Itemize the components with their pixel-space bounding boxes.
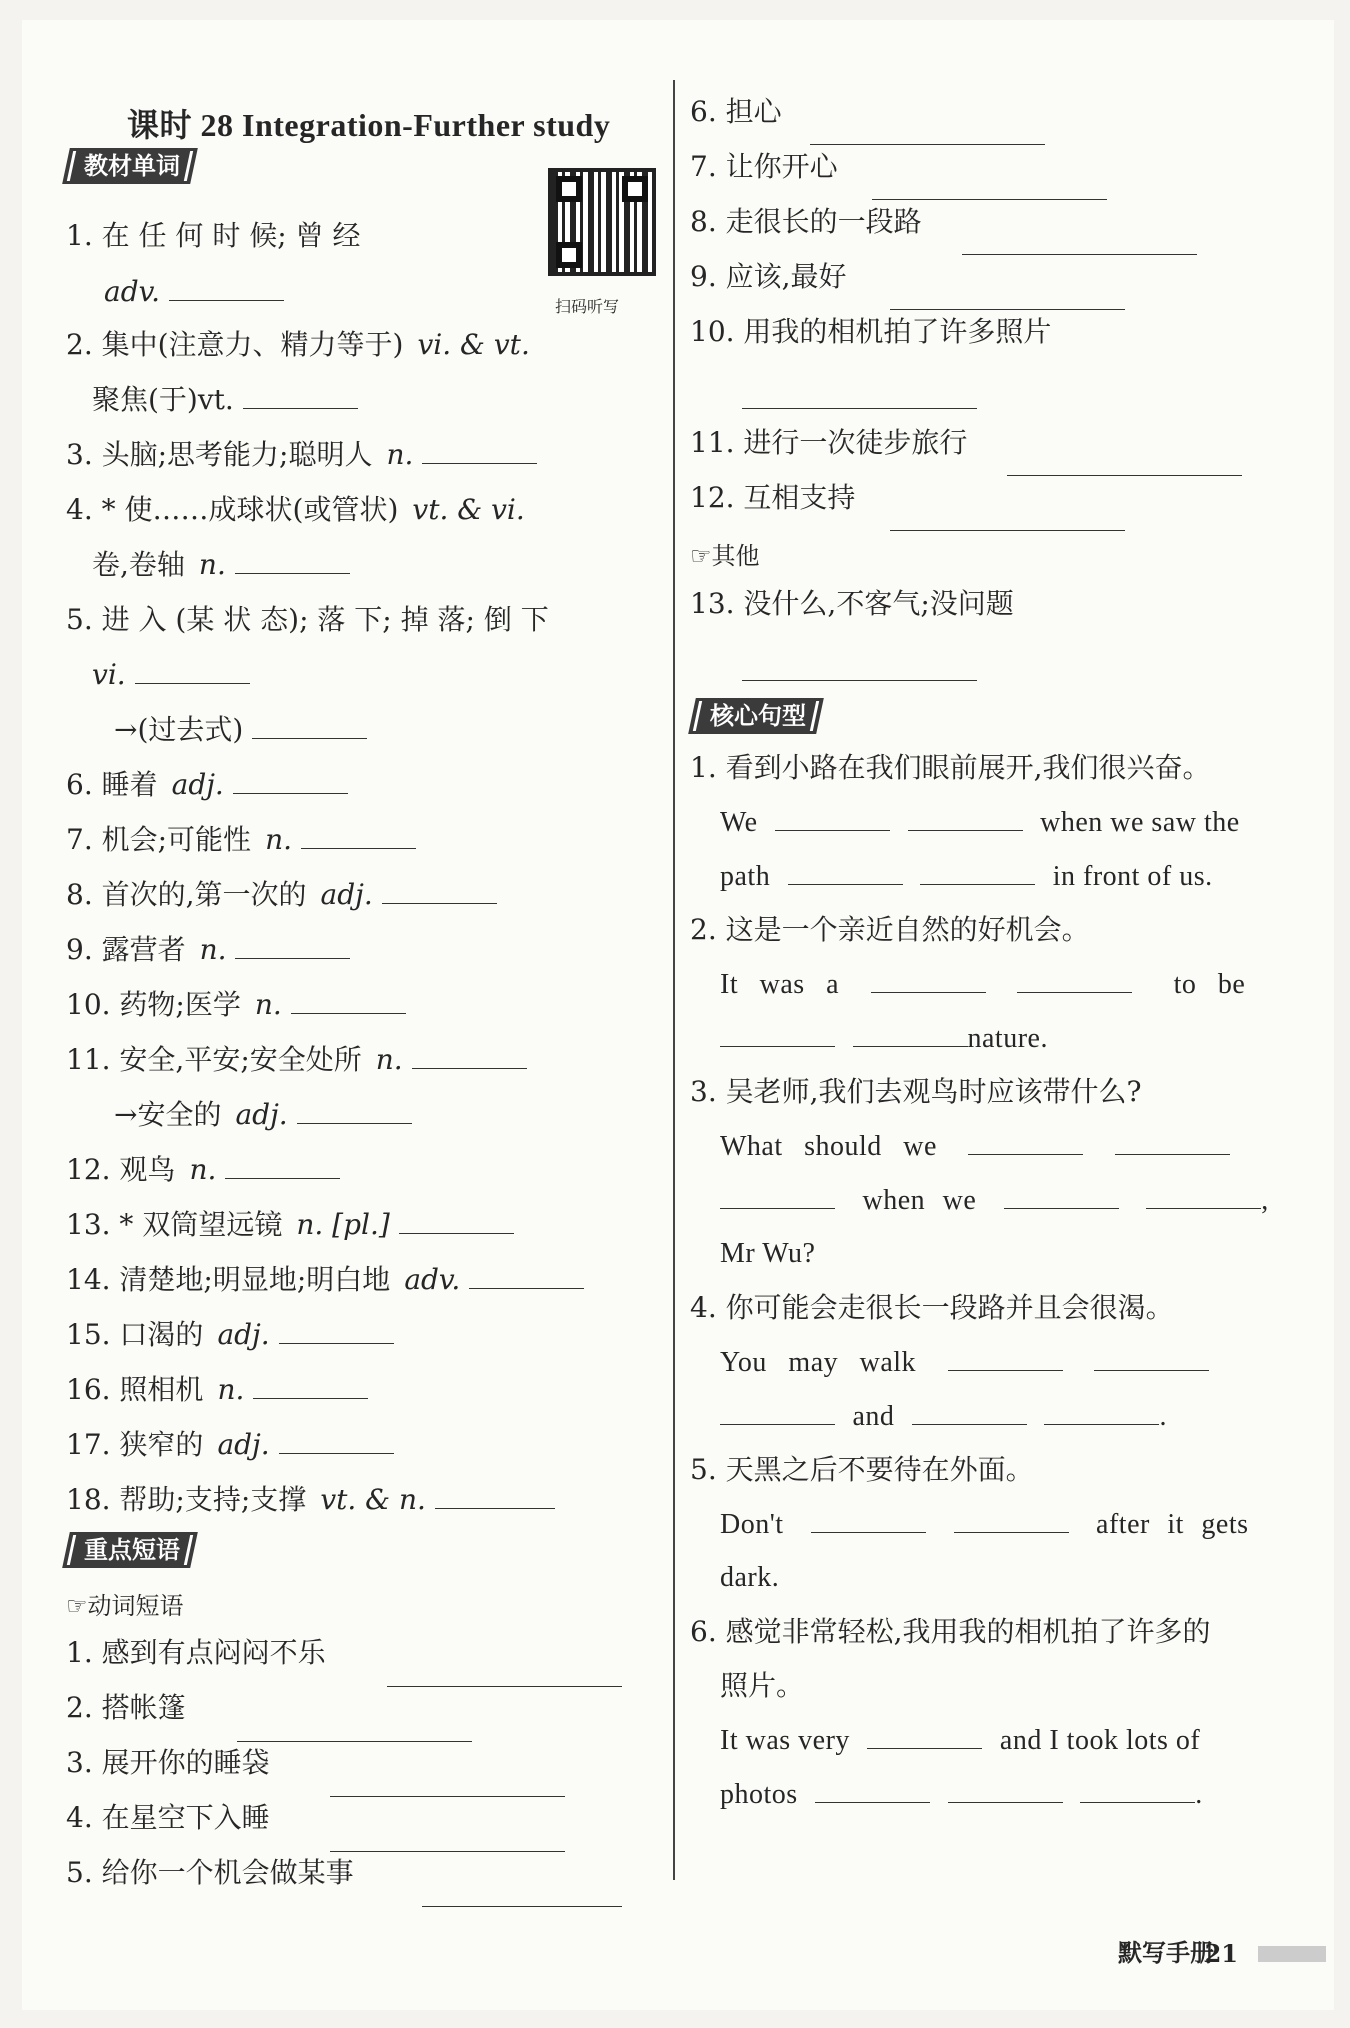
vocab-item-8: 8. 首次的,第一次的 adj. bbox=[66, 877, 497, 913]
answer-blank[interactable] bbox=[1007, 449, 1242, 476]
sentence-1-en-line1: We when we saw the bbox=[720, 804, 1240, 841]
sentence-5-cn: 5. 天黑之后不要待在外面。 bbox=[690, 1453, 1034, 1486]
vocab-item-1: 1. 在 任 何 时 候; 曾 经 bbox=[66, 219, 361, 252]
answer-blank[interactable] bbox=[235, 932, 350, 959]
section-tag-sentences: 核心句型 bbox=[688, 698, 824, 734]
answer-blank[interactable] bbox=[920, 858, 1035, 885]
answer-blank[interactable] bbox=[1080, 1776, 1195, 1803]
answer-blank[interactable] bbox=[742, 382, 977, 409]
answer-blank[interactable] bbox=[279, 1317, 394, 1344]
footer-decoration bbox=[1258, 1946, 1326, 1962]
answer-blank[interactable] bbox=[720, 1020, 835, 1047]
section-tag-phrases: 重点短语 bbox=[62, 1532, 198, 1568]
answer-blank[interactable] bbox=[954, 1506, 1069, 1533]
phrase-item-10: 10. 用我的相机拍了许多照片 bbox=[690, 315, 1052, 348]
sentence-6-cn-line1: 6. 感觉非常轻松,我用我的相机拍了许多的 bbox=[690, 1615, 1211, 1648]
answer-blank[interactable] bbox=[871, 966, 986, 993]
section-tag-vocab: 教材单词 bbox=[62, 148, 198, 184]
answer-blank[interactable] bbox=[962, 228, 1197, 255]
phrase-item-7: 7. 让你开心 bbox=[690, 150, 838, 183]
answer-blank[interactable] bbox=[399, 1207, 514, 1234]
phrase-item-5: 5. 给你一个机会做某事 bbox=[66, 1856, 354, 1889]
answer-blank[interactable] bbox=[225, 1152, 340, 1179]
answer-blank[interactable] bbox=[810, 118, 1045, 145]
phrase-item-12: 12. 互相支持 bbox=[690, 481, 856, 514]
vocab-item-7: 7. 机会;可能性 n. bbox=[66, 822, 416, 858]
vocab-item-5-answer: vi. bbox=[92, 657, 250, 693]
answer-blank[interactable] bbox=[422, 437, 537, 464]
answer-blank[interactable] bbox=[890, 504, 1125, 531]
phrase-item-1: 1. 感到有点闷闷不乐 bbox=[66, 1636, 326, 1669]
sentence-3-en-line2: when we , bbox=[720, 1182, 1269, 1219]
answer-blank[interactable] bbox=[867, 1722, 982, 1749]
phrase-item-2: 2. 搭帐篷 bbox=[66, 1691, 186, 1724]
vocab-item-6: 6. 睡着 adj. bbox=[66, 767, 348, 803]
vocab-item-5-extra: →(过去式) bbox=[114, 712, 367, 748]
page-number: 21 bbox=[1204, 1939, 1238, 1968]
vocab-item-2: 2. 集中(注意力、精力等于) vi. & vt. bbox=[66, 328, 530, 361]
vocab-item-4-extra: 卷,卷轴 n. bbox=[92, 547, 350, 583]
answer-blank[interactable] bbox=[720, 1398, 835, 1425]
answer-blank[interactable] bbox=[890, 283, 1125, 310]
worksheet-page bbox=[22, 20, 1334, 2010]
sentence-2-cn: 2. 这是一个亲近自然的好机会。 bbox=[690, 913, 1090, 946]
phrase-item-9: 9. 应该,最好 bbox=[690, 260, 847, 293]
answer-blank[interactable] bbox=[412, 1042, 527, 1069]
answer-blank[interactable] bbox=[301, 822, 416, 849]
sentence-4-en-line2: and . bbox=[720, 1398, 1167, 1435]
sentence-3-en-line3: Mr Wu? bbox=[720, 1238, 816, 1269]
sentence-5-en-line1: Don't after it gets bbox=[720, 1506, 1249, 1543]
answer-blank[interactable] bbox=[169, 274, 284, 301]
sentence-1-en-line2: path in front of us. bbox=[720, 858, 1213, 895]
answer-blank[interactable] bbox=[135, 657, 250, 684]
vocab-item-9: 9. 露营者 n. bbox=[66, 932, 350, 968]
phrase-item-6: 6. 担心 bbox=[690, 95, 782, 128]
answer-blank[interactable] bbox=[720, 1182, 835, 1209]
sentence-3-en-line1: What should we bbox=[720, 1128, 1230, 1165]
answer-blank[interactable] bbox=[1044, 1398, 1159, 1425]
answer-blank[interactable] bbox=[788, 858, 903, 885]
vocab-item-16: 16. 照相机 n. bbox=[66, 1372, 368, 1408]
answer-blank[interactable] bbox=[233, 767, 348, 794]
answer-blank[interactable] bbox=[1094, 1344, 1209, 1371]
answer-blank[interactable] bbox=[811, 1506, 926, 1533]
subhead-other: ☞其他 bbox=[690, 542, 760, 570]
vocab-item-12: 12. 观鸟 n. bbox=[66, 1152, 340, 1188]
vocab-item-4: 4. * 使……成球状(或管状) vt. & vi. bbox=[66, 493, 525, 526]
answer-blank[interactable] bbox=[291, 987, 406, 1014]
sentence-6-en-line2: photos . bbox=[720, 1776, 1203, 1813]
vocab-item-15: 15. 口渴的 adj. bbox=[66, 1317, 394, 1353]
sentence-2-en-line1: It was a to be bbox=[720, 966, 1245, 1003]
vocab-item-3: 3. 头脑;思考能力;聪明人 n. bbox=[66, 437, 537, 473]
answer-blank[interactable] bbox=[235, 547, 350, 574]
answer-blank[interactable] bbox=[253, 1372, 368, 1399]
column-divider bbox=[673, 80, 675, 1880]
answer-blank[interactable] bbox=[948, 1344, 1063, 1371]
sentence-4-en-line1: You may walk bbox=[720, 1344, 1209, 1381]
answer-blank[interactable] bbox=[279, 1427, 394, 1454]
phrase-item-4: 4. 在星空下入睡 bbox=[66, 1801, 270, 1834]
phrase-item-13: 13. 没什么,不客气;没问题 bbox=[690, 587, 1014, 620]
answer-blank[interactable] bbox=[1146, 1182, 1261, 1209]
answer-blank[interactable] bbox=[948, 1776, 1063, 1803]
answer-blank[interactable] bbox=[872, 173, 1107, 200]
answer-blank[interactable] bbox=[912, 1398, 1027, 1425]
answer-blank[interactable] bbox=[330, 1770, 565, 1797]
answer-blank[interactable] bbox=[908, 804, 1023, 831]
answer-blank[interactable] bbox=[1004, 1182, 1119, 1209]
sentence-1-cn: 1. 看到小路在我们眼前展开,我们很兴奋。 bbox=[690, 751, 1211, 784]
sentence-3-cn: 3. 吴老师,我们去观鸟时应该带什么? bbox=[690, 1075, 1142, 1108]
answer-blank[interactable] bbox=[243, 382, 358, 409]
vocab-item-1-answer: adv. bbox=[104, 274, 284, 310]
vocab-item-14: 14. 清楚地;明显地;明白地 adv. bbox=[66, 1262, 584, 1298]
answer-blank[interactable] bbox=[237, 1715, 472, 1742]
sentence-6-en-line1: It was very and I took lots of bbox=[720, 1722, 1200, 1759]
subhead-verb-phrases: ☞动词短语 bbox=[66, 1592, 184, 1620]
sentence-5-en-line2: dark. bbox=[720, 1562, 780, 1593]
qr-caption: 扫码听写 bbox=[555, 297, 620, 316]
answer-blank[interactable] bbox=[1115, 1128, 1230, 1155]
answer-blank[interactable] bbox=[815, 1776, 930, 1803]
vocab-item-13: 13. * 双筒望远镜 n. [pl.] bbox=[66, 1207, 514, 1243]
answer-blank[interactable] bbox=[469, 1262, 584, 1289]
answer-blank[interactable] bbox=[435, 1482, 555, 1509]
sentence-4-cn: 4. 你可能会走很长一段路并且会很渴。 bbox=[690, 1291, 1174, 1324]
sentence-6-cn-line2: 照片。 bbox=[720, 1669, 805, 1702]
qr-code-icon[interactable] bbox=[548, 168, 656, 276]
footer-book-label: 默写手册 bbox=[1118, 1939, 1214, 1967]
answer-blank[interactable] bbox=[297, 1097, 412, 1124]
phrase-item-8: 8. 走很长的一段路 bbox=[690, 205, 922, 238]
answer-blank[interactable] bbox=[252, 712, 367, 739]
vocab-item-11-extra: →安全的 adj. bbox=[114, 1097, 412, 1133]
answer-blank[interactable] bbox=[775, 804, 890, 831]
answer-blank[interactable] bbox=[330, 1825, 565, 1852]
vocab-item-5: 5. 进 入 (某 状 态); 落 下; 掉 落; 倒 下 bbox=[66, 603, 549, 636]
vocab-item-10: 10. 药物;医学 n. bbox=[66, 987, 406, 1023]
answer-blank[interactable] bbox=[387, 1660, 622, 1687]
vocab-item-17: 17. 狭窄的 adj. bbox=[66, 1427, 394, 1463]
sentence-2-en-line2: nature. bbox=[720, 1020, 1048, 1057]
lesson-title: 课时 28 Integration-Further study bbox=[127, 107, 611, 143]
answer-blank[interactable] bbox=[853, 1020, 968, 1047]
answer-blank[interactable] bbox=[422, 1880, 622, 1907]
answer-blank[interactable] bbox=[1017, 966, 1132, 993]
answer-blank[interactable] bbox=[742, 654, 977, 681]
answer-blank[interactable] bbox=[968, 1128, 1083, 1155]
vocab-item-2-extra: 聚焦(于)vt. bbox=[92, 382, 358, 418]
vocab-item-18: 18. 帮助;支持;支撑 vt. & n. bbox=[66, 1482, 555, 1518]
phrase-item-3: 3. 展开你的睡袋 bbox=[66, 1746, 270, 1779]
vocab-item-11: 11. 安全,平安;安全处所 n. bbox=[66, 1042, 527, 1078]
phrase-item-11: 11. 进行一次徒步旅行 bbox=[690, 426, 968, 459]
answer-blank[interactable] bbox=[382, 877, 497, 904]
